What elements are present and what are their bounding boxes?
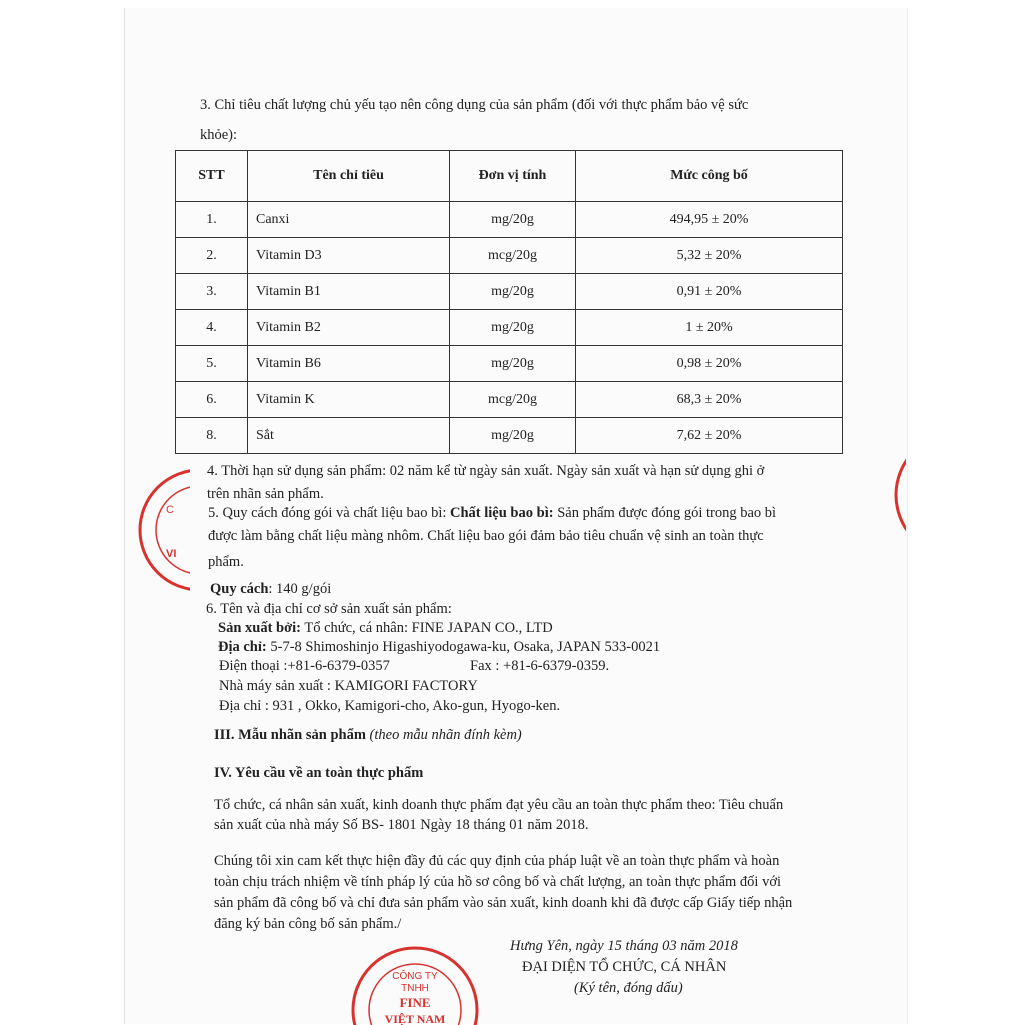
cell-stt: 5.	[176, 346, 248, 382]
address-value: 5-7-8 Shimoshinjo Higashiyodogawa-ku, Osaka, JAPAN 533-0021	[266, 639, 661, 655]
producer-value: Tổ chức, cá nhân: FINE JAPAN CO., LTD	[300, 620, 553, 636]
stamp-text: CÔNG TY	[392, 971, 438, 982]
signature-role: ĐẠI DIỆN TỔ CHỨC, CÁ NHÂN	[522, 959, 727, 975]
table-row	[176, 382, 843, 418]
cell-unit: mcg/20g	[450, 382, 576, 418]
spec-label: Quy cách	[210, 581, 269, 597]
stamp-text: VIỆT NAM	[384, 1012, 446, 1025]
cell-name: Vitamin B6	[248, 346, 450, 382]
table-row	[176, 418, 843, 454]
section-iv-p1-line-2: sản xuất của nhà máy Số BS- 1801 Ngày 18 tháng 01 năm 2018.	[214, 817, 589, 833]
cell-name: Vitamin B2	[248, 310, 450, 346]
stamp-text: TNHH	[401, 983, 429, 994]
table-row	[176, 202, 843, 238]
section-iv-p2-line-3: sản phẩm đã công bố và chỉ đưa sản phẩm vào sản xuất, kinh doanh khi đã được cấp Giấy tiếp nhận	[214, 895, 793, 911]
cell-value: 0,98 ± 20%	[576, 346, 843, 382]
cell-stt: 8.	[176, 418, 248, 454]
packing-spec	[210, 580, 331, 598]
cell-value: 5,32 ± 20%	[576, 238, 843, 274]
cell-unit: mg/20g	[450, 202, 576, 238]
section-iv-p2-line-1: Chúng tôi xin cam kết thực hiện đầy đủ các quy định của pháp luật về an toàn thực phẩm và hoàn	[214, 853, 780, 869]
section-4-line-1: 4. Thời hạn sử dụng sản phẩm: 02 năm kể từ ngày sản xuất. Ngày sản xuất và hạn sử dụng ghi ở	[207, 463, 765, 479]
cell-name: Vitamin K	[248, 382, 450, 418]
stamp-text: FINE	[399, 995, 431, 1010]
cell-stt: 6.	[176, 382, 248, 418]
producer	[218, 619, 553, 637]
bold-text: Chất liệu bao bì:	[450, 505, 554, 521]
header-name: Tên chỉ tiêu	[248, 151, 450, 202]
cell-name: Canxi	[248, 202, 450, 238]
section-iv-title: IV. Yêu cầu về an toàn thực phẩm	[214, 765, 424, 781]
text: Sản phẩm được đóng gói trong bao bì	[553, 505, 777, 521]
cell-unit: mcg/20g	[450, 238, 576, 274]
section-5-line-3: phẩm.	[208, 554, 244, 570]
fax: Fax : +81-6-6379-0359.	[470, 658, 610, 674]
signature-place-date: Hưng Yên, ngày 15 tháng 03 năm 2018	[510, 938, 738, 954]
factory-address: Địa chỉ : 931 , Okko, Kamigori-cho, Ako-gun, Hyogo-ken.	[219, 698, 561, 714]
table-row	[176, 274, 843, 310]
section-4-line-2: trên nhãn sản phẩm.	[207, 486, 324, 502]
section-3-line-1: 3. Chỉ tiêu chất lượng chủ yếu tạo nên công dụng của sản phẩm (đối với thực phẩm bảo vệ sức	[200, 97, 749, 113]
header-unit: Đơn vị tính	[450, 151, 576, 202]
table-row	[176, 238, 843, 274]
cell-value: 1 ± 20%	[576, 310, 843, 346]
cell-value: 0,91 ± 20%	[576, 274, 843, 310]
section-iv-p2-line-2: toàn chịu trách nhiệm về tính pháp lý của hồ sơ công bố và chất lượng, an toàn thực phẩm đối với	[214, 874, 782, 890]
cell-unit: mg/20g	[450, 418, 576, 454]
phone: Điện thoại :+81-6-6379-0357	[219, 658, 390, 674]
text: 5. Quy cách đóng gói và chất liệu bao bì:	[208, 505, 451, 521]
table-row	[176, 346, 843, 382]
factory: Nhà máy sản xuất : KAMIGORI FACTORY	[219, 678, 478, 694]
header-value: Mức công bố	[576, 151, 843, 202]
svg-text:C: C	[166, 504, 174, 516]
svg-text:VI: VI	[166, 548, 177, 560]
cell-name: Vitamin B1	[248, 274, 450, 310]
company-seal-stamp	[340, 935, 490, 1025]
address-label: Địa chỉ:	[218, 639, 267, 655]
cell-name: Sắt	[248, 418, 450, 454]
section-iii	[214, 726, 522, 744]
cell-stt: 2.	[176, 238, 248, 274]
left-seal-stamp	[130, 465, 190, 595]
cell-value: 494,95 ± 20%	[576, 202, 843, 238]
producer-label: Sản xuất bởi:	[218, 620, 301, 636]
table-header-row	[176, 151, 843, 202]
header-stt: STT	[176, 151, 248, 202]
cell-value: 7,62 ± 20%	[576, 418, 843, 454]
quality-table	[175, 150, 843, 454]
section-5-line-2: được làm bằng chất liệu màng nhôm. Chất liệu bao gói đảm bảo tiêu chuẩn vệ sinh an toàn thực	[208, 528, 764, 544]
cell-name: Vitamin D3	[248, 238, 450, 274]
section-3-line-2: khỏe):	[200, 127, 238, 143]
cell-stt: 3.	[176, 274, 248, 310]
section-iv-p2-line-4: đăng ký bản công bố sản phẩm./	[214, 916, 402, 932]
table-row	[176, 310, 843, 346]
section-6-title: 6. Tên và địa chỉ cơ sở sản xuất sản phẩm:	[206, 601, 452, 617]
cell-stt: 1.	[176, 202, 248, 238]
section-iv-p1-line-1: Tổ chức, cá nhân sản xuất, kinh doanh thực phẩm đạt yêu cầu an toàn thực phẩm theo: Tiêu chuẩn	[214, 797, 784, 813]
section-5-line-1	[208, 504, 776, 522]
cell-unit: mg/20g	[450, 274, 576, 310]
section-iii-note: (theo mẫu nhãn đính kèm)	[369, 727, 522, 743]
cell-unit: mg/20g	[450, 346, 576, 382]
section-iii-title: III. Mẫu nhãn sản phẩm	[214, 727, 370, 743]
cell-stt: 4.	[176, 310, 248, 346]
cell-value: 68,3 ± 20%	[576, 382, 843, 418]
spec-value: : 140 g/gói	[268, 581, 332, 597]
right-seal-stamp	[888, 425, 906, 565]
cell-unit: mg/20g	[450, 310, 576, 346]
address	[218, 638, 660, 656]
signature-note: (Ký tên, đóng dấu)	[574, 980, 683, 996]
